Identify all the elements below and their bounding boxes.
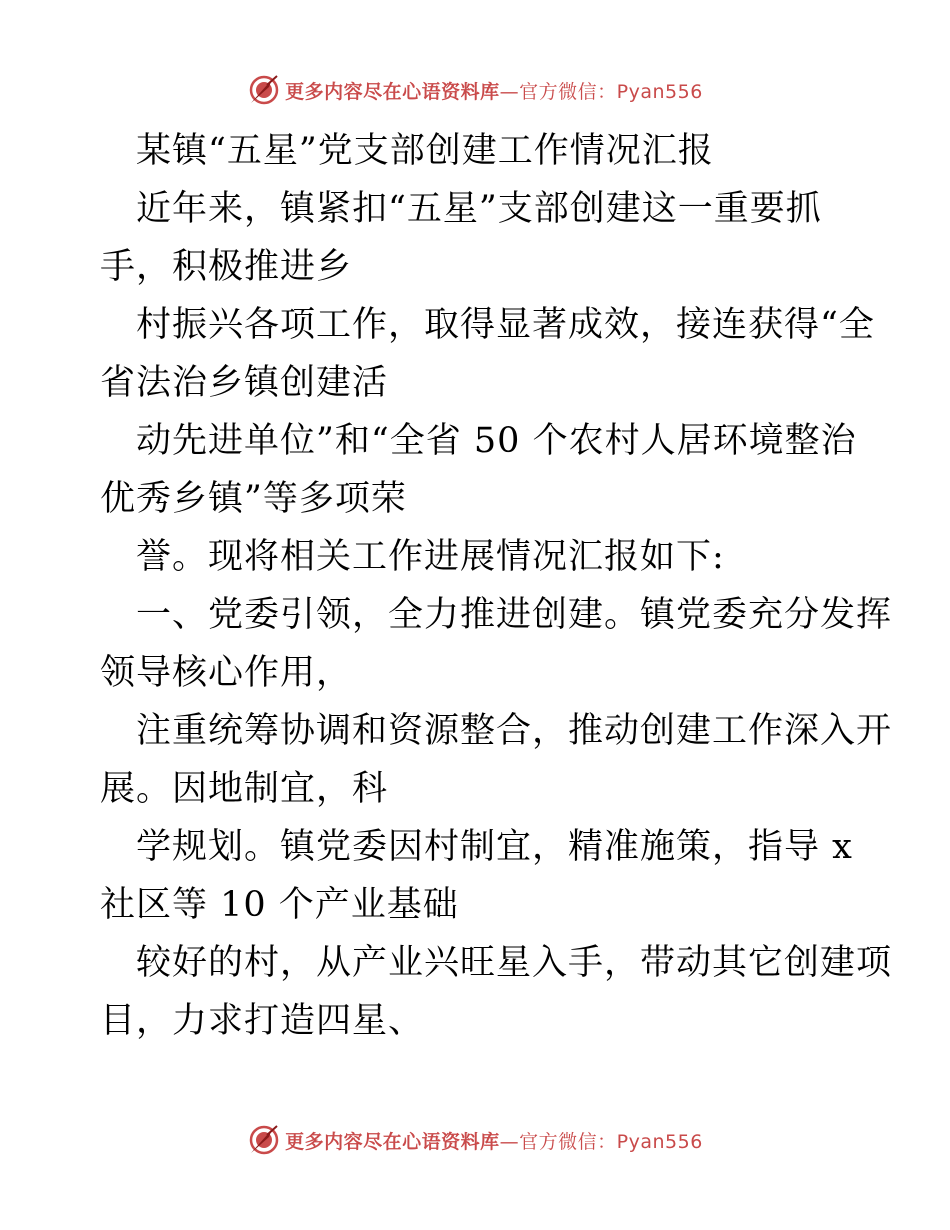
quill-pen-icon [247,1123,281,1157]
paragraph-line: 展。因地制宜，科 [100,769,389,809]
header-watermark [0,70,950,110]
watermark-suffix: —官方微信：Pyan556 [499,80,703,103]
paragraph-line: 优秀乡镇”等多项荣 [100,479,407,519]
paragraph-line: 一、党委引领，全力推进创建。镇党委充分发挥 [136,595,893,635]
paragraph-line: 较好的村，从产业兴旺星入手，带动其它创建项 [136,943,893,983]
paragraph-line: 学规划。镇党委因村制宜，精准施策，指导 x [136,827,853,867]
paragraph-line: 目，力求打造四星、 [100,1001,425,1041]
paragraph-line: 领导核心作用， [100,653,353,693]
watermark-prefix: 更多内容尽在心语资料库 [285,80,500,103]
paragraph-line: 注重统筹协调和资源整合，推动创建工作深入开 [136,711,893,751]
paragraph-line: 村振兴各项工作，取得显著成效，接连获得“全 [136,305,875,345]
document-title: 某镇“五星”党支部创建工作情况汇报 [136,131,714,171]
watermark-suffix: —官方微信：Pyan556 [499,1130,703,1153]
paragraph-line: 省法治乡镇创建活 [100,363,389,403]
paragraph-line: 誉。现将相关工作进展情况汇报如下: [136,537,725,577]
footer-watermark [0,1120,950,1160]
document-body [100,122,893,1050]
paragraph-line: 动先进单位”和“全省 50 个农村人居环境整治 [136,421,857,461]
paragraph-line: 近年来，镇紧扣“五星”支部创建这一重要抓 [136,189,822,229]
paragraph-line: 手，积极推进乡 [100,247,353,287]
watermark-prefix: 更多内容尽在心语资料库 [285,1130,500,1153]
paragraph-line: 社区等 10 个产业基础 [100,885,459,925]
quill-pen-icon [247,73,281,107]
